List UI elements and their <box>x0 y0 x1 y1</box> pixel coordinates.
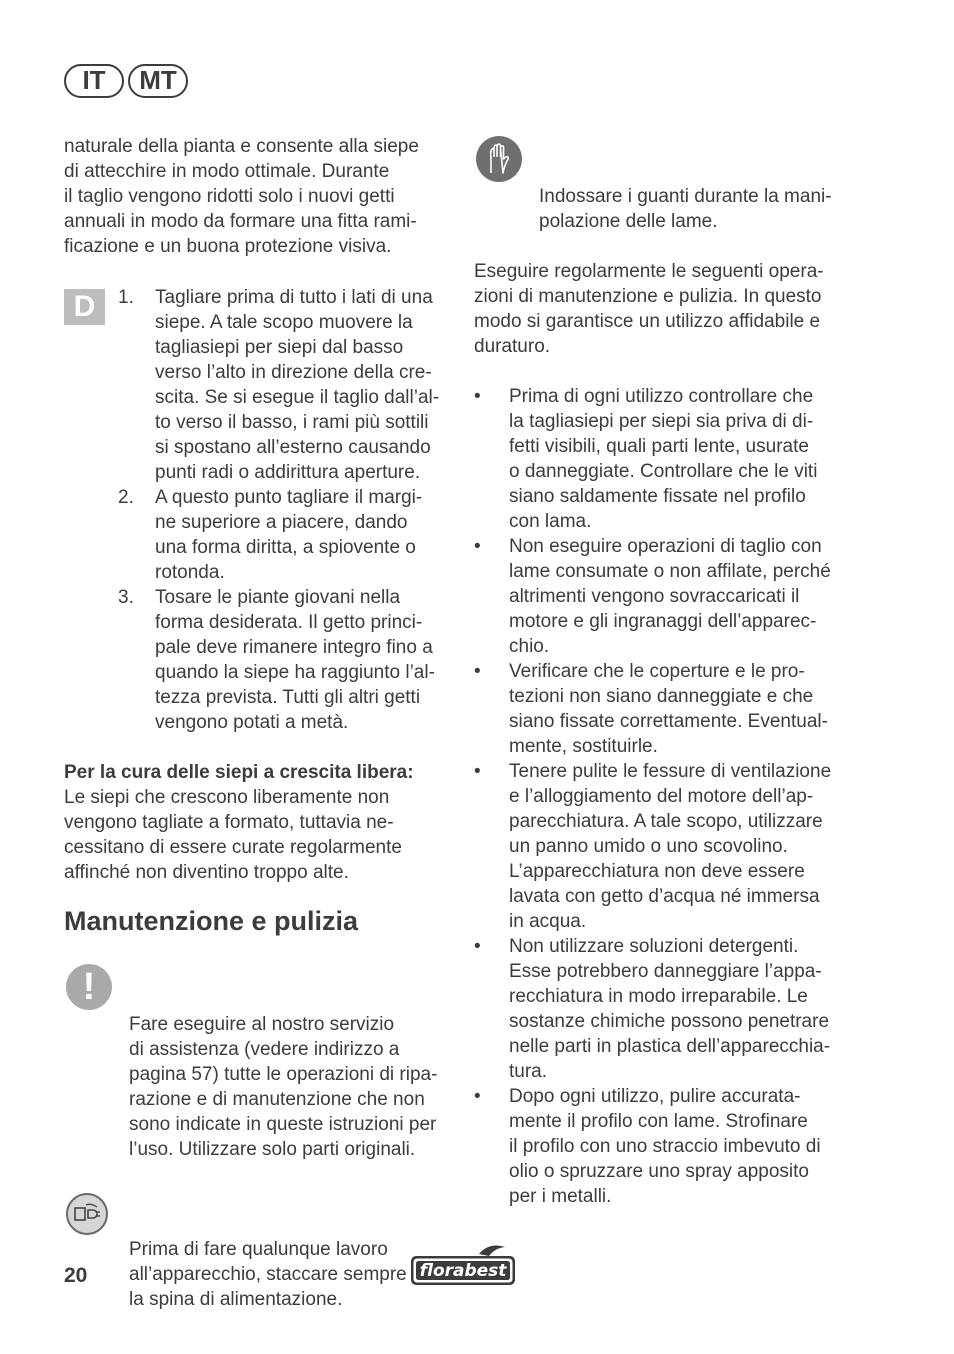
intro-paragraph: naturale della pianta e consente alla siepe di attecchire in modo ottimale. Durante il taglio vengono ridotti solo i nuovi getti annuali in modo da formare una fitta rami- ficazione e un buona protezione visiva. <box>64 136 419 257</box>
step-number: 1. <box>118 287 134 308</box>
bullet-item <box>474 759 864 934</box>
gloves-note <box>474 134 864 234</box>
step-number: 3. <box>118 587 134 608</box>
step-item <box>118 585 454 735</box>
step-item <box>118 485 454 585</box>
unplug-note <box>64 1187 454 1312</box>
step-text: A questo punto tagliare il margi- ne superiore a piacere, dando una forma diritta, a spiovente o rotonda. <box>155 487 423 583</box>
free-growth-section <box>64 760 454 885</box>
warning-note <box>64 962 454 1162</box>
gloves-icon <box>476 136 522 182</box>
bullet-item <box>474 384 864 534</box>
bullet-item <box>474 1084 864 1209</box>
step-item <box>118 285 454 485</box>
bullet-dot: • <box>474 936 481 957</box>
bullet-text: Non eseguire operazioni di taglio con lame consumate o non affilate, perché altrimenti vengono sovraccaricati il motore e gli ingranaggi dell’apparec- chio. <box>509 536 831 657</box>
bullet-text: Tenere pulite le fessure di ventilazione e l’alloggiamento del motore dell’ap- parecchiatura. A tale scopo, utilizzare un panno umido o uno scovolino. L’apparecchiatura non deve essere lavata con getto d’acqua né immersa in acqua. <box>509 761 832 932</box>
bullet-item <box>474 534 864 659</box>
step-text: Tosare le piante giovani nella forma desiderata. Il getto princi- pale deve rimanere integro fino a quando la siepe ha raggiunto l’al- tezza prevista. Tutti gli altri getti vengono potati a metà. <box>155 587 435 733</box>
unplug-icon <box>66 1193 108 1235</box>
language-badge-it: IT <box>64 64 124 98</box>
bullet-dot: • <box>474 386 481 407</box>
unplug-text: Prima di fare qualunque lavoro all’apparecchio, staccare sempre la spina di alimentazione. <box>129 1239 407 1310</box>
florabest-logo <box>409 1244 517 1293</box>
language-badge-mt: MT <box>128 64 188 98</box>
bullet-text: Non utilizzare soluzioni detergenti. Esse potrebbero danneggiare l’appa- recchiatura in modo irreparabile. Le sostanze chimiche possono penetrare nelle parti in plastica dell’apparecchia- tura. <box>509 936 831 1082</box>
gloves-text: Indossare i guanti durante la mani- polazione delle lame. <box>539 186 832 232</box>
section-title: Manutenzione e pulizia <box>64 906 359 936</box>
warning-text: Fare eseguire al nostro servizio di assistenza (vedere indirizzo a pagina 57) tutte le operazioni di ripa- razione e di manutenzione che non sono indicate in queste istruzioni per l’uso. Utilizzare solo parti originali. <box>129 1014 438 1160</box>
steps-list <box>64 285 454 735</box>
maintenance-bullets <box>474 384 864 1209</box>
left-column <box>64 134 454 1312</box>
bullet-dot: • <box>474 761 481 782</box>
bullet-text: Verificare che le coperture e le pro- tezioni non siano danneggiate e che siano fissate correttamente. Eventual- mente, sostituirle. <box>509 661 828 757</box>
bullet-dot: • <box>474 661 481 682</box>
step-number: 2. <box>118 487 134 508</box>
step-block <box>64 285 454 735</box>
right-column <box>474 134 864 1209</box>
bullet-item <box>474 659 864 759</box>
bullet-dot: • <box>474 1086 481 1107</box>
maintenance-intro: Eseguire regolarmente le seguenti opera- zioni di manutenzione e pulizia. In questo modo si garantisce un utilizzo affidabile e duraturo. <box>474 261 824 357</box>
bullet-text: Dopo ogni utilizzo, pulire accurata- mente il profilo con lame. Strofinare il profilo con uno straccio imbevuto di olio o spruzzare uno spray apposito per i metalli. <box>509 1086 821 1207</box>
bullet-item <box>474 934 864 1084</box>
page-number: 20 <box>64 1264 88 1287</box>
free-growth-text: Le siepi che crescono liberamente non vengono tagliate a formato, tuttavia ne- cessitano di essere curate regolarmente affinché non diventino troppo alte. <box>64 787 402 883</box>
step-d-badge: D <box>64 289 105 325</box>
bullet-text: Prima di ogni utilizzo controllare che la tagliasiepi per siepi sia priva di di- fetti visibili, quali parti lente, usurate o danneggiate. Controllare che le viti siano saldamente fissate nel profilo con lama. <box>509 386 818 532</box>
step-text: Tagliare prima di tutto i lati di una siepe. A tale scopo muovere la tagliasiepi per siepi dal basso verso l’alto in direzione della cre- scita. Se si esegue il taglio dall’al- to verso il basso, i rami più sottili si spostano all’esterno causando punti radi o addirittura aperture. <box>155 287 440 483</box>
bullet-dot: • <box>474 536 481 557</box>
brand-text: florabest <box>419 1261 507 1281</box>
exclamation-icon: ! <box>66 964 112 1010</box>
free-growth-heading: Per la cura delle siepi a crescita libera: <box>64 762 414 783</box>
